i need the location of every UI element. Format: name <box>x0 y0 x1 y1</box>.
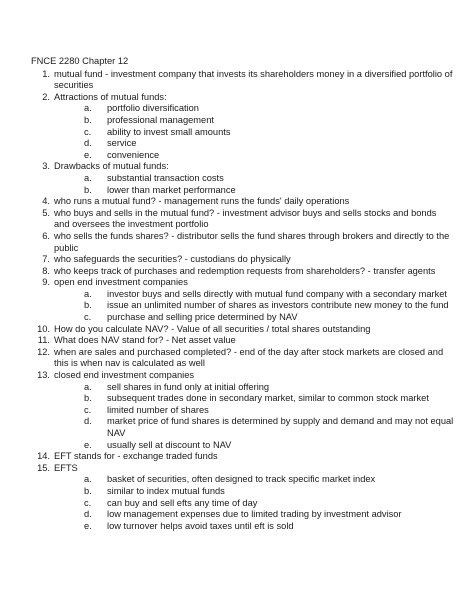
sub-list-item <box>54 300 454 312</box>
sub-item-text: substantial transaction costs <box>107 172 224 183</box>
list-item <box>31 208 454 231</box>
sub-list <box>54 103 454 161</box>
sub-item-letter: c. <box>84 312 92 323</box>
sub-item-text: professional management <box>107 114 214 125</box>
item-number: 1. <box>42 68 50 79</box>
sub-item-letter: e. <box>84 149 92 160</box>
sub-item-letter: a. <box>84 103 92 114</box>
sub-list <box>54 382 454 452</box>
sub-item-letter: a. <box>84 474 92 485</box>
sub-list <box>54 289 454 324</box>
sub-item-letter: c. <box>84 126 92 137</box>
notes-list <box>31 69 454 533</box>
sub-list <box>54 474 454 532</box>
sub-list <box>54 173 454 196</box>
list-item <box>31 231 454 254</box>
item-number: 8. <box>42 265 50 276</box>
sub-item-text: similar to index mutual funds <box>107 485 225 496</box>
sub-item-letter: b. <box>84 184 92 195</box>
item-text: mutual fund - investment company that invests its shareholders money in a diversified portfolio of securities <box>54 68 453 91</box>
list-item <box>31 196 454 208</box>
sub-item-text: portfolio diversification <box>107 103 199 114</box>
item-number: 5. <box>42 207 50 218</box>
item-number: 12. <box>37 346 50 357</box>
sub-item-letter: e. <box>84 439 92 450</box>
list-item <box>31 335 454 347</box>
list-item <box>31 324 454 336</box>
item-text: EFTS <box>54 462 78 473</box>
sub-item-letter: e. <box>84 520 92 531</box>
sub-item-letter: a. <box>84 172 92 183</box>
sub-list-item <box>54 312 454 324</box>
item-number: 10. <box>37 323 50 334</box>
item-number: 4. <box>42 196 50 207</box>
item-text: who keeps track of purchases and redemption requests from shareholders? - transfer agents <box>54 265 436 276</box>
document-title: FNCE 2280 Chapter 12 <box>31 56 129 66</box>
sub-item-text: market price of fund shares is determined by supply and demand and may not equal NAV <box>107 416 454 438</box>
sub-item-text: convenience <box>107 149 160 160</box>
sub-item-letter: a. <box>84 288 92 299</box>
item-text: who buys and sells in the mutual fund? - investment advisor buys and sells stocks and bonds and oversees the investment portfolio <box>54 207 437 230</box>
sub-list-item <box>54 440 454 452</box>
list-item <box>31 266 454 278</box>
sub-item-text: subsequent trades done in secondary market, similar to common stock market <box>107 393 429 404</box>
sub-list-item <box>54 393 454 405</box>
item-text: closed end investment companies <box>54 370 195 381</box>
sub-list-item <box>54 498 454 510</box>
list-item <box>31 69 454 92</box>
list-item <box>31 463 454 533</box>
sub-item-text: sell shares in fund only at initial offering <box>107 381 270 392</box>
list-item <box>31 161 454 196</box>
sub-list-item <box>54 115 454 127</box>
sub-item-text: service <box>107 138 137 149</box>
sub-list-item <box>54 416 454 439</box>
sub-item-text: can buy and sell efts any time of day <box>107 497 258 508</box>
sub-item-letter: d. <box>84 138 92 149</box>
list-item <box>31 92 454 162</box>
item-number: 13. <box>37 370 50 381</box>
item-number: 15. <box>37 462 50 473</box>
list-item <box>31 277 454 323</box>
sub-item-text: usually sell at discount to NAV <box>107 439 232 450</box>
sub-list-item <box>54 150 454 162</box>
list-item <box>31 254 454 266</box>
sub-item-letter: b. <box>84 300 92 311</box>
item-number: 11. <box>37 335 50 346</box>
item-text: What does NAV stand for? - Net asset value <box>54 335 236 346</box>
item-number: 9. <box>42 277 50 288</box>
item-number: 14. <box>37 451 50 462</box>
document-body <box>31 56 454 532</box>
item-text: open end investment companies <box>54 277 188 288</box>
sub-list-item <box>54 521 454 533</box>
item-text: when are sales and purchased completed? - end of the day after stock markets are closed and this is when nav is calculated as well <box>54 346 444 369</box>
sub-item-text: basket of securities, often designed to track specific market index <box>107 474 376 485</box>
sub-item-text: limited number of shares <box>107 404 209 415</box>
list-item <box>31 370 454 451</box>
item-number: 3. <box>42 161 50 172</box>
item-number: 2. <box>42 91 50 102</box>
item-number: 7. <box>42 254 50 265</box>
sub-item-letter: d. <box>84 416 92 427</box>
item-text: who runs a mutual fund? - management runs the funds' daily operations <box>54 196 350 207</box>
item-text: Attractions of mutual funds: <box>54 91 167 102</box>
list-item <box>31 347 454 370</box>
sub-item-letter: b. <box>84 485 92 496</box>
sub-item-text: low turnover helps avoid taxes until eft is sold <box>107 520 294 531</box>
sub-item-letter: a. <box>84 381 92 392</box>
sub-item-letter: b. <box>84 114 92 125</box>
sub-list-item <box>54 138 454 150</box>
sub-item-text: issue an unlimited number of shares as investors contribute new money to the fund <box>107 300 449 311</box>
sub-list-item <box>54 127 454 139</box>
sub-list-item <box>54 474 454 486</box>
sub-item-text: investor buys and sells directly with mutual fund company with a secondary market <box>107 288 448 299</box>
sub-list-item <box>54 173 454 185</box>
sub-list-item <box>54 382 454 394</box>
sub-list-item <box>54 509 454 521</box>
sub-list-item <box>54 185 454 197</box>
sub-item-text: lower than market performance <box>107 184 236 195</box>
sub-item-text: low management expenses due to limited trading by investment advisor <box>107 509 402 520</box>
item-text: who safeguards the securities? - custodians do physically <box>54 254 291 265</box>
sub-item-text: purchase and selling price determined by NAV <box>107 312 298 323</box>
sub-item-letter: d. <box>84 509 92 520</box>
item-number: 6. <box>42 230 50 241</box>
sub-item-letter: c. <box>84 497 92 508</box>
item-text: who sells the funds shares? - distributor sells the fund shares through brokers and directly to the public <box>54 230 450 253</box>
item-text: How do you calculate NAV? - Value of all securities / total shares outstanding <box>54 323 371 334</box>
sub-item-letter: c. <box>84 404 92 415</box>
item-text: EFT stands for - exchange traded funds <box>54 451 218 462</box>
sub-list-item <box>54 289 454 301</box>
sub-item-text: ability to invest small amounts <box>107 126 231 137</box>
sub-list-item <box>54 405 454 417</box>
sub-list-item <box>54 486 454 498</box>
list-item <box>31 451 454 463</box>
sub-list-item <box>54 103 454 115</box>
item-text: Drawbacks of mutual funds: <box>54 161 169 172</box>
sub-item-letter: b. <box>84 393 92 404</box>
